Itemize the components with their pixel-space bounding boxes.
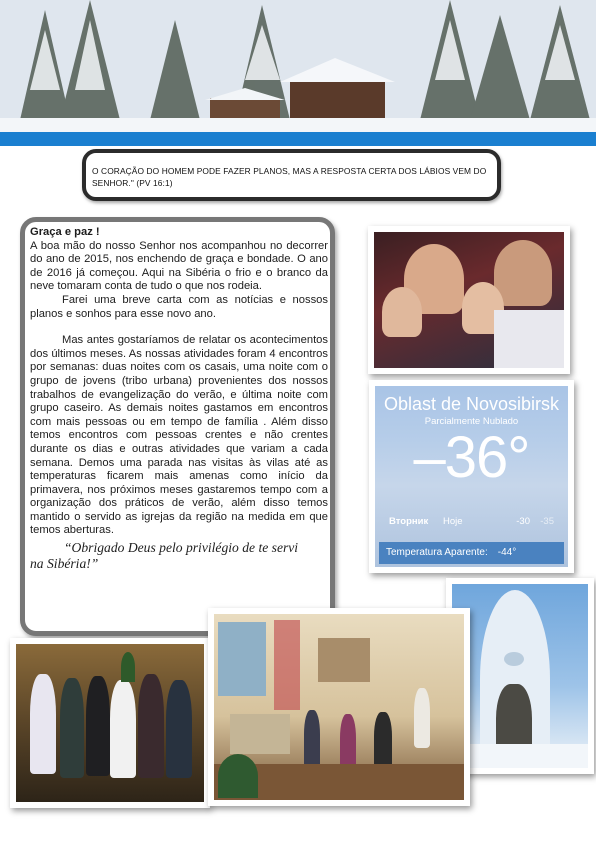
weather-low: -35	[540, 516, 554, 527]
weather-today: Hoje	[443, 516, 463, 527]
letter-paragraph-3: Mas antes gostaríamos de relatar os acontecimentos dos últimos meses. As nossas atividades foram 4 encontros por semanas: duas noites com os casais, uma noite com o grupo de jovens (tribo urbana) provenientes dos nossos trabalhos de evangelização do verão, e última noite com grupo caseiro. As demais noites gastamos em encontros com mais pessoas ou em tempo de família . Além disso temos encontros com pessoas crentes e não crentes durante os dias e outras atividades que variam a cada semana. Demos uma parada nas visitas às vilas até as temperaturas ficarem mais amenas como início da primavera, nos próximos meses gastaremos tempo com a organização dos práticos de verão, além disso temos mantido o servido as igrejas da região na medida em que temos aberturas.	[30, 334, 328, 537]
blue-accent-band	[0, 132, 596, 146]
group-photo	[10, 638, 210, 808]
letter-paragraph-2: Farei uma breve carta com as notícias e nossos planos e sonhos para esse novo ano.	[30, 293, 328, 320]
letter-paragraph-1: A boa mão do nosso Senhor nos acompanhou no decorrer do ano de 2015, nos enchendo de graça e bondade. O ano de 2016 já começou. Aqui na Sibéria o frio e o branco da neve tomaram conta de tudo o que nos rodeia.	[30, 239, 328, 293]
weather-feels-like-bar	[379, 542, 564, 564]
winter-scene-illustration	[0, 0, 596, 140]
closing-line-1: “Obrigado Deus pelo privilégio de te servi	[64, 540, 299, 556]
feels-like-label: Temperatura Aparente:	[386, 547, 488, 558]
weather-day: Вторник	[389, 516, 429, 527]
weather-city: Oblast de Novosibirsk	[383, 394, 560, 414]
letter-greeting: Graça e paz !	[30, 226, 100, 238]
bible-quote: O CORAÇÃO DO HOMEM PODE FAZER PLANOS, MAS A RESPOSTA CERTA DOS LÁBIOS VEM DO SENHOR." (PV 16:1)	[92, 166, 487, 188]
weather-day-row	[381, 514, 562, 530]
letter-body	[30, 226, 328, 572]
living-room-gathering-photo	[208, 608, 470, 806]
weather-condition: Parcialmente Nublado	[424, 416, 519, 427]
closing-line-2: na Sibéria!”	[30, 556, 99, 572]
weather-temperature: –36°	[413, 425, 530, 490]
family-selfie-photo	[368, 226, 570, 374]
weather-screenshot	[369, 380, 574, 573]
feels-like-value: -44°	[497, 547, 517, 558]
weather-high: -30	[516, 516, 530, 527]
header-winter-photo	[0, 0, 596, 140]
letter-closing	[30, 540, 328, 572]
